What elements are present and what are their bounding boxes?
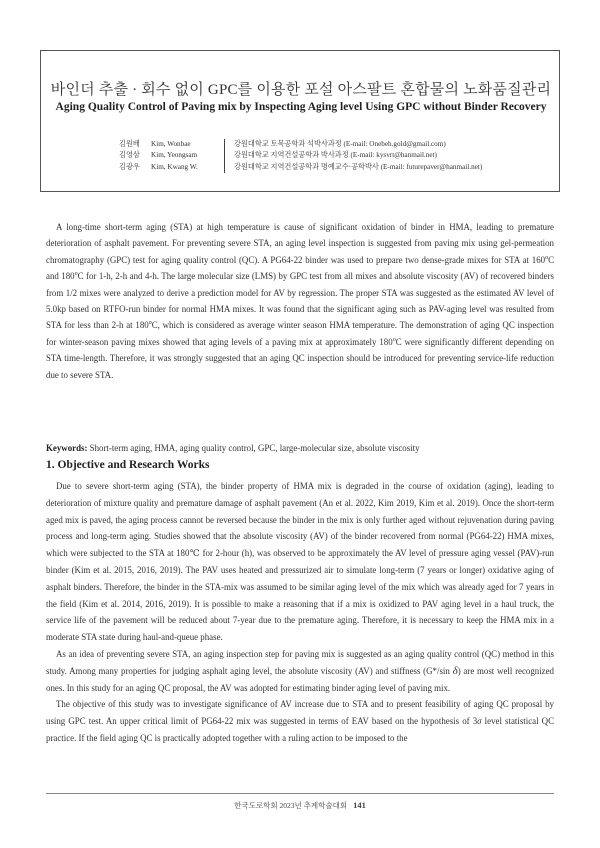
page-footer	[0, 800, 600, 811]
author-divider	[224, 150, 225, 161]
keywords-text: Short-term aging, HMA, aging quality control, GPC, large-molecular size, absolute viscosity	[87, 443, 420, 453]
abstract-text: C, which is considered as average winter season HMA temperature. The demonstration of aging QC inspection for winter-season paving mixes showed that aging levels of a paving mix at approximately 180	[46, 320, 554, 347]
author-row	[119, 150, 482, 161]
keywords	[46, 443, 554, 453]
title-korean: 바인더 추출 · 회수 없이 GPC를 이용한 포설 아스팔트 혼합물의 노화품질관리	[50, 82, 552, 98]
body-text: The objective of this study was to investigate significance of AV increase due to STA and to present feasibility of aging QC proposal by using GPC test. An upper critical limit of PG64-22 mix was suggested in terms of EAV based on the hypothesis of 3	[46, 699, 554, 727]
author-name-ko: 김광우	[119, 162, 140, 171]
degree-sup: o	[74, 271, 78, 278]
abstract-paragraph	[46, 219, 554, 383]
degree-sup: o	[545, 254, 549, 261]
author-affiliation: 강원대학교 토목공학과 석박사과정 (E-mail: Onebeh.gold@gmail.com)	[234, 140, 446, 148]
author-affiliation: 강원대학교 지역건설공학과 박사과정 (E-mail: kysvrt@hanmail.net)	[234, 151, 437, 160]
author-row	[119, 139, 482, 150]
delta-symbol: δ	[452, 664, 458, 677]
body-text: ) are most well recognized ones. In this study for an aging QC proposal, the AV was adopted for estimating binder aging level of paving mix.	[46, 665, 554, 693]
author-divider	[224, 162, 225, 173]
body-paragraph: Due to severe short-term aging (STA), the binder property of HMA mix is degraded in the course of oxidation (aging), leading to deterioration of mixture quality and premature damage of asphalt pavement (An et al. 2022, Kim 2019, Kim et al. 2019). Once the short-term aged mix is paved, the aging process cannot be reversed because the binder in the mix is only further aged without rejuvenation during paving process and long-term aging. Studies showed that the absolute viscosity (AV) of the binder recovered from normal (PG64-22) HMA mixes, which were subjected to the STA at 180℃ for 2-hour (h), was observed to be approximately the AV level of pressure aging vessel (PAV)-run binder (Kim et al. 2015, 2016, 2019). The PAV uses heated and pressurized air to simulate long-term (7 years or longer) oxidative aging of asphalt binders. Therefore, the binder in the STA-mix was assumed to be similar aging level of the mix which was already aged for 7 years in the field (Kim et al. 2014, 2016, 2019). It is possible to make a reasoning that if a mix is oxidized to PAV aging level in a haul truck, the service life of the pavement will be reduced about 7-year due to the premature aging. Therefore, it is necessary to keep the HMA mix in a moderate STA state during haul-and-queue phase.	[46, 481, 554, 643]
author-name-en: Kim, Kwang W.	[151, 162, 198, 171]
body-paragraph	[46, 646, 554, 696]
body-text: As an idea of preventing severe STA, an aging inspection step for paving mix is suggested as an aging quality control (QC) method in this study. Among many properties for judging asphalt aging level, the absolute viscosity (AV) and stiffness (G*/sin	[46, 648, 554, 676]
abstract-text: C and 180	[46, 254, 554, 282]
keywords-label: Keywords:	[46, 443, 88, 453]
author-divider	[224, 139, 225, 150]
body-text: level statistical QC practice. If the field aging QC is practically adopted together with a ruling action to be imposed to the	[46, 716, 554, 743]
author-name-en: Kim, Wonbae	[151, 140, 191, 148]
conference-name: 한국도로학회 2023년 추계학술대회	[234, 801, 348, 810]
section-body	[46, 478, 554, 747]
title-box	[40, 50, 560, 192]
author-name-en: Kim, Yeongsam	[151, 151, 198, 160]
abstract-text: A long-time short-term aging (STA) at high temperature is cause of significant oxidation of binder in HMA, leading to premature deterioration of asphalt pavement. For preventing severe STA, an aging level inspection is suggested from paving mix using gel-permeation chromatography (GPC) test for aging quality control (QC). A PG64-22 binder was used to prepare two dense-grade mixes for STA at 160	[46, 222, 554, 265]
page-number: 141	[353, 800, 366, 810]
section-heading: 1. Objective and Research Works	[46, 459, 210, 471]
author-row	[119, 162, 482, 173]
abstract	[46, 219, 554, 383]
abstract-text: C were significantly different depending on STA time-length. Therefore, it was strongly suggested that an aging QC inspection should be introduced for preventing service-life reduction due to severe STA.	[46, 336, 555, 380]
author-list	[119, 139, 482, 173]
degree-sup: o	[392, 336, 396, 343]
title-english: Aging Quality Control of Paving mix by Inspecting Aging level Using GPC without Binder Recovery	[55, 101, 547, 113]
author-affiliation: 강원대학교 지역건설공학과 명예교수·공학박사 (E-mail: futurepaver@hanmail.net)	[234, 162, 483, 171]
sigma-symbol: σ	[477, 716, 482, 727]
degree-sup: o	[148, 320, 152, 327]
body-paragraph	[46, 696, 554, 746]
author-name-ko: 김영삼	[119, 151, 140, 160]
author-name-ko: 김원배	[119, 140, 140, 148]
footer-rule	[46, 793, 554, 794]
abstract-text: C for 1-h, 2-h and 4-h. The large molecular size (LMS) by GPC test from all mixes and absolute viscosity (AV) of recovered binders from 1/2 mixes were analyzed to derive a prediction model for AV by regression. The proper STA was suggested as the estimated AV level of 5.0kp based on RTFO-run binder for normal HMA mixes. It was found that the significant aging such as PAV-aging level was resulted from STA for less than 2-h at 180	[46, 271, 554, 331]
